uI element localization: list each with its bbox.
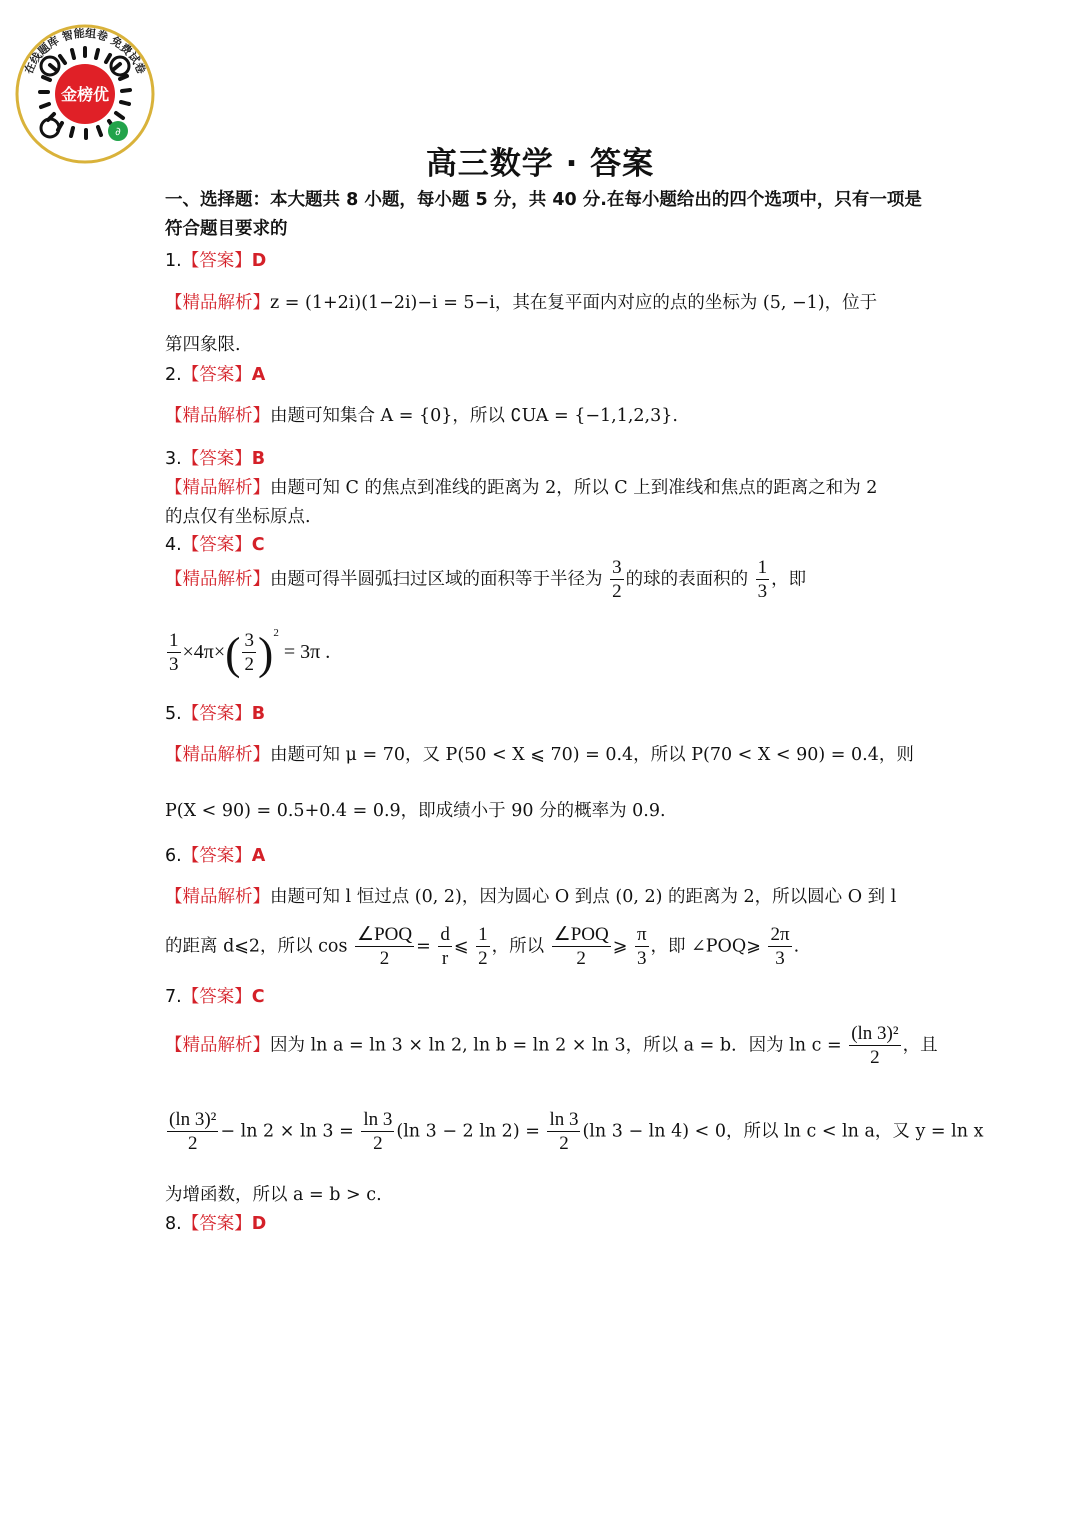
fraction-d-over-r: $\frac{d}{r}$ — [440, 924, 450, 969]
fraction-angle-half: $\frac{\text{∠POQ}}{2}$ — [357, 924, 413, 969]
fraction-ln3-half-b: $\frac{\ln 3}{2}$ — [549, 1109, 579, 1154]
answer-line-7: 7.【答案】C — [165, 987, 265, 1007]
fraction-one-third-b: $\frac{1}{3}$ — [169, 630, 179, 676]
analysis-line-6: 【精品解析】由题可知 l 恒过点 (0, 2)，因为圆心 O 到点 (0, 2) 的距离为 2，所以圆心 O 到 l — [165, 887, 897, 907]
analysis-line-6b: 的距离 d⩽2，所以 cos $\frac{\text{∠POQ}}{2}$ = $\frac{d}{r}$ ⩽ $\frac{1}{2}$ ，所以 $\frac{\text{∠POQ}}{2}$ ⩾ $\frac{\pi}{3}$ ，即 ∠POQ⩾ $\frac{2\pi}{3}$ . — [165, 924, 800, 969]
svg-text:∂: ∂ — [115, 125, 121, 138]
fraction-one-half: $\frac{1}{2}$ — [478, 924, 488, 969]
answer-line-4: 4.【答案】C — [165, 535, 265, 555]
fraction-ln3-half: $\frac{\ln 3}{2}$ — [363, 1109, 393, 1154]
answer-line-8: 8.【答案】D — [165, 1214, 267, 1234]
fraction-two-pi-over-3: $\frac{2\pi}{3}$ — [770, 924, 790, 969]
fraction-pi-over-3: $\frac{\pi}{3}$ — [636, 924, 647, 969]
answer-line-2: 2.【答案】A — [165, 365, 266, 385]
analysis-line-5b: P(X < 90) = 0.5+0.4 = 0.9，即成绩小于 90 分的概率为 0.9. — [165, 801, 666, 821]
page-title: 高三数学 · 答案 — [425, 146, 655, 182]
analysis-line-3b: 的点仅有坐标原点. — [165, 507, 311, 527]
section-heading: 一、选择题：本大题共 8 小题，每小题 5 分，共 40 分.在每小题给出的四个选项中，只有一项是符合题目要求的 — [165, 190, 922, 239]
formula-line-4: $\frac{1}{3}$ ×4π×( $\frac{3}{2}$ )$^2$ = 3π . — [169, 627, 331, 679]
fraction-one-third: $\frac{1}{3}$ — [757, 557, 768, 602]
analysis-line-7b: $\frac{\text{(ln 3)²}}{2}$ − ln 2 × ln 3 = $\frac{\ln 3}{2}$ (ln 3 − 2 ln 2) = $\frac{\ln 3}{2}$ (ln 3 − ln 4) < 0，所以 ln c < ln a，又 y = ln x — [169, 1109, 984, 1154]
analysis-line-1: 【精品解析】z = (1+2i)(1−2i)−i = 5−i，其在复平面内对应的点的坐标为 (5, −1)，位于 — [165, 293, 878, 313]
answer-line-5: 5.【答案】B — [165, 704, 266, 724]
fraction-three-halves-b: $\frac{3}{2}$ — [244, 630, 254, 676]
logo-name: 金榜优 — [60, 85, 110, 104]
answer-line-1: 1.【答案】D — [165, 251, 267, 271]
answer-line-3: 3.【答案】B — [165, 449, 266, 469]
analysis-line-5: 【精品解析】由题可知 μ = 70，又 P(50 < X ⩽ 70) = 0.4，所以 P(70 < X < 90) = 0.4，则 — [165, 745, 914, 765]
analysis-line-7: 【精品解析】因为 ln a = ln 3 × ln 2, ln b = ln 2 × ln 3，所以 a = b．因为 ln c = $\frac{\text{(ln 3)²}}{2}$ ，且 — [165, 1023, 938, 1068]
fraction-ln3-sq-half-b: $\frac{\text{(ln 3)²}}{2}$ — [169, 1109, 217, 1154]
answer-line-6: 6.【答案】A — [165, 846, 266, 866]
fraction-angle-half-b: $\frac{\text{∠POQ}}{2}$ — [553, 924, 609, 969]
analysis-line-3: 【精品解析】由题可知 C 的焦点到准线的距离为 2，所以 C 上到准线和焦点的距离之和为 2 — [165, 478, 878, 498]
fraction-three-halves: $\frac{3}{2}$ — [612, 557, 622, 602]
analysis-line-7c: 为增函数，所以 a = b > c. — [165, 1185, 382, 1205]
fraction-ln3-sq-half: $\frac{\text{(ln 3)²}}{2}$ — [851, 1023, 899, 1068]
analysis-line-2: 【精品解析】由题可知集合 A = {0}，所以 ∁UA = {−1,1,2,3}. — [165, 406, 678, 426]
analysis-line-1b: 第四象限. — [165, 335, 241, 355]
logo-arc-text: 在线题库 智能组卷 免费试卷 — [22, 26, 148, 77]
analysis-line-4: 【精品解析】由题可得半圆弧扫过区域的面积等于半径为 $\frac{3}{2}$ 的球的表面积的 $\frac{1}{3}$ ，即 — [165, 557, 807, 602]
